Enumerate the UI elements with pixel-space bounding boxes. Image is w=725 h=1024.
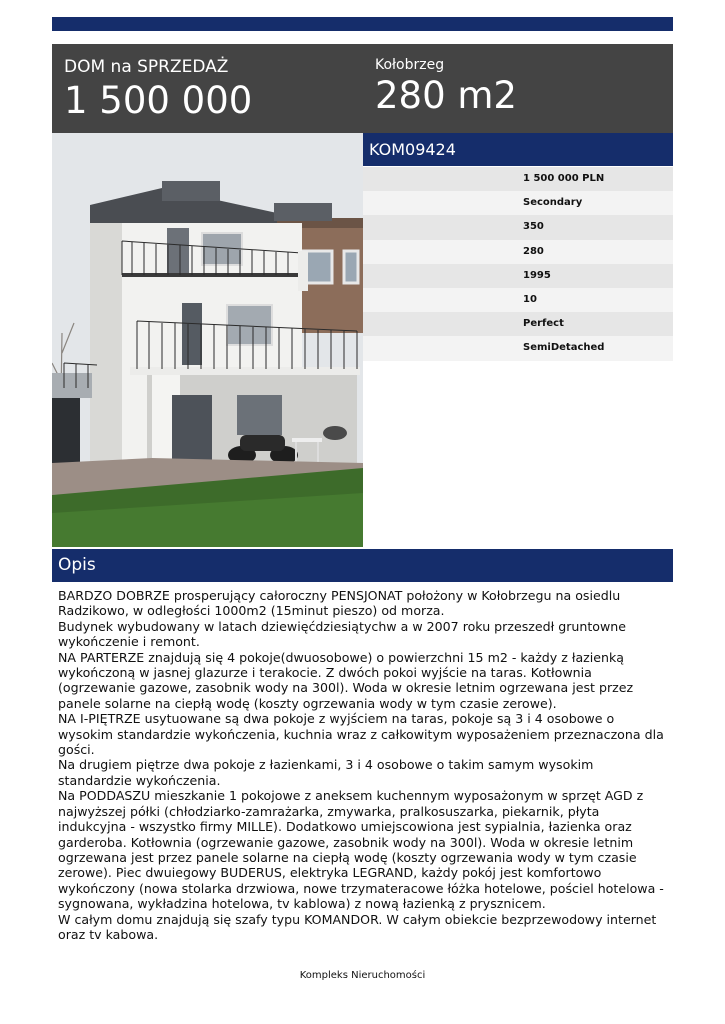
listing-area: 280 m2 — [375, 74, 517, 117]
description-paragraph: NA PARTERZE znajdują się 4 pokoje(dwuosobowe) o powierzchni 15 m2 - każdy z łazienką wykończoną w jasnej glazurze i terakocie. Z dwóch pokoi wyjście na taras. Kotłownia (ogrzewanie gazowe, zasobnik wody na 300l). Woda w okresie letnim ogrzewana jest przez panele solarne na ciepłą wodę (koszty ogrzewania wody w tym czasie zerowe). — [58, 649, 634, 711]
detail-condition: Perfect — [363, 312, 673, 336]
footer-agency-name: Kompleks Nieruchomości — [299, 970, 426, 981]
details-table — [363, 167, 673, 361]
listing-city: Kołobrzeg — [375, 57, 445, 73]
detail-rooms: 10 — [363, 288, 673, 312]
listing-price: 1 500 000 — [64, 79, 253, 122]
header-left — [64, 56, 252, 122]
description-paragraph: Na PODDASZU mieszkanie 1 pokojowe z aneksem kuchennym wyposażonym w sprzęt AGD z najwyższej półki (chłodziarko-zamrażarka, zmywarka, pralkosuszarka, piekarnik, płyta indukcyjna - wszystko firmy MILLE). Dodatkowo umiejscowiona jest sypialnia, łazienka oraz garderoba. Kotłownia (ogrzewanie gazowe, zasobnik wody na 300l). Woda w okresie letnim ogrzewana jest przez panele solarne na ciepłą wodę (koszty ogrzewania wody w tym czasie zerowe). Piec dwuiegowy BUDERUS, elektryka LEGRAND, każdy pokój jest komfortowo wykończony (nowa stolarka drzwiowa, nowe trzymateracowe łóżka hotelowe, pościel hotelowa - sygnowana, wykładzina hotelowa, tv kablowa) z nową łazienką z prysznicem. — [58, 788, 664, 912]
detail-price: 1 500 000 PLN — [363, 167, 673, 191]
header-right — [375, 56, 517, 117]
description-paragraph: Budynek wybudowany w latach dziewięćdziesiątychw a w 2007 roku przeszedł gruntowne wykończenie i remont. — [58, 618, 627, 650]
description-paragraph: NA I-PIĘTRZE usytuowane są dwa pokoje z wyjściem na taras, pokoje są 3 i 4 osobowe o wysokim standardzie wykończenia, kuchnia wraz z całkowitym wyposażeniem przeznaczona dla gości. — [58, 711, 664, 758]
description-paragraph: Na drugiem piętrze dwa pokoje z łazienkami, 3 i 4 osobowe o takim samym wysokim standardzie wykończenia. — [58, 757, 594, 788]
property-photo — [52, 133, 363, 547]
detail-building-type: SemiDetached — [363, 336, 673, 360]
top-accent-bar — [52, 17, 673, 31]
description-title: Opis — [52, 549, 673, 582]
detail-year: 1995 — [363, 264, 673, 288]
listing-type-label: DOM na SPRZEDAŻ — [64, 57, 229, 77]
detail-area: 280 — [363, 240, 673, 264]
detail-market: Secondary — [363, 191, 673, 215]
listing-header — [52, 44, 673, 133]
description-paragraph: BARDZO DOBRZE prosperujący całoroczny PENSJONAT położony w Kołobrzegu na osiedlu Radzikowo, w odległości 1000m2 (15minut pieszo) od morza. — [58, 588, 621, 619]
description-body — [58, 588, 668, 942]
description-paragraph: W całym domu znajdują się szafy typu KOMANDOR. W całym obiekcie bezprzewodowy internet oraz tv kabowa. — [58, 911, 657, 942]
detail-plot-size: 350 — [363, 215, 673, 239]
reference-code: KOM09424 — [363, 133, 673, 166]
